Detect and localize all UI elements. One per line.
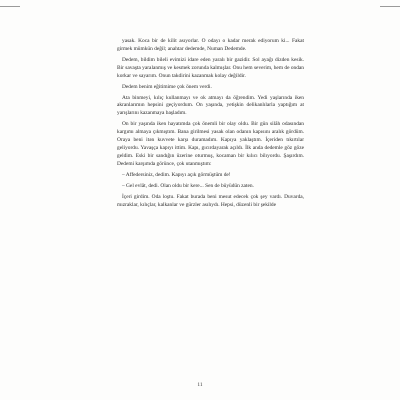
- paragraph: Dedem, bildim bileli evimizi idare eden yaralı bir gazidir. Sol ayağı dizden kesik. Bir savaşta yaralanmış ve kesmek zorunda kalmışlar. Onu hem severim, hem de ondan korkar ve sayarım. Onun takdirini kazanmak kolay değildir.: [117, 56, 304, 79]
- paragraph: – Gel evlât, dedi. Olan oldu bir kere... Sen de büyüdün zaten.: [122, 182, 254, 189]
- crop-mark-right: [380, 6, 400, 7]
- paragraph: – Affedersiniz, dedim. Kapıyı açık görmüştüm de!: [122, 171, 231, 178]
- paragraph: On bir yaşında iken hayatımda çok önemli bir olay oldu. Bir gün silâh odasından kargımı almaya çıkmıştım. Bana girilmesi yasak olan odanın kapısını aralık gördüm. Oraya beni itən kuvvete karşı duramadım. Kapıya yaklaştım. İçeriden tıkırtılar geliyordu. Yavaşça kapıyı ittim. Kapı, gıcırdayarak açıldı. İlk anda dedemle göz göze geldim. Eski bir sandığın üzerine oturmuş, kocaman bir kılıcı bilıyordu. Şaşırdım. Dedemi karşımda görünce, çok utanmıştım:: [117, 121, 304, 167]
- crop-mark-left: [0, 6, 20, 7]
- body-text: [117, 38, 304, 213]
- page-number: 11: [197, 382, 203, 388]
- paragraph: İçeri girdim. Oda loştu. Fakat burada beni mesut edecek çok şey vardı. Duvarda, mızraklar, kılıçlar, kalkanlar ve gürzler asılıydı. Hepsi, düzenli bir şekilde: [117, 193, 304, 208]
- paragraph: Ata binmeyi, kılıç kullanmayı ve ok atmayı da öğrendim. Yedi yaşlarında iken akranlarımın hepsini geçiyordum. On yaşında, yetişkin delikanlılarla yaptığım at yarışlarını kazanmaya başladım.: [117, 94, 304, 117]
- paragraph: Dedem benim eğitimime çok önem verdi.: [122, 83, 212, 90]
- paragraph: yasak. Koca bir de kilit asıyorlar. O odayı o kadar merak ediyorum ki... Fakat girmek mümkün değil; anahtar dedemde, Numan Dedemde.: [117, 38, 304, 52]
